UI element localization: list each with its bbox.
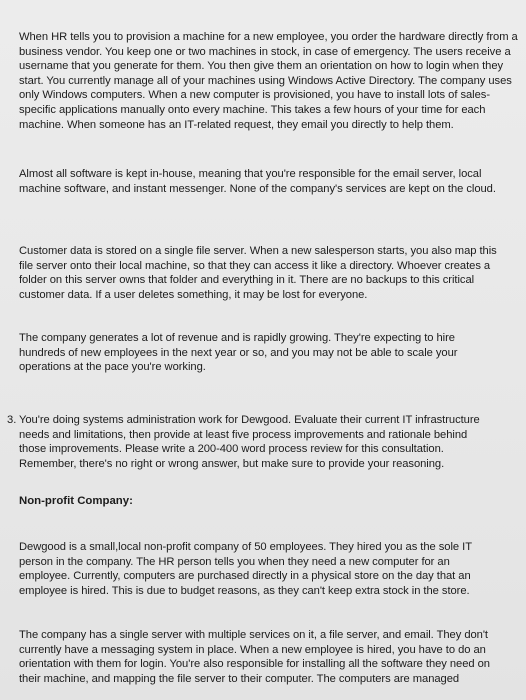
scenario-paragraph-growth: The company generates a lot of revenue and is rapidly growing. They're expecting to hire hundreds of new employees in the next year or so, and you may not be able to scale your operations at the pace you're working. [19, 332, 458, 374]
question-number: 3. [7, 414, 17, 426]
section-heading-nonprofit: Non-profit Company: [19, 495, 133, 507]
scenario-paragraph-customer-data: Customer data is stored on a single file server. When a new salesperson starts, you also map this file server onto their local machine, so that they can access it like a directory. Whoever creates a folder on this server owns that folder and everything in it. There are no backups to this critical customer data. If a user deletes something, it may be lost for everyone. [19, 245, 497, 301]
scenario-paragraph-provisioning: When HR tells you to provision a machine for a new employee, you order the hardware directly from a business vendor. You keep one or two machines in stock, in case of emergency. The users receive a username that you generate for them. You then give them an orientation on how to login when they start. You currently manage all of your machines using Windows Active Directory. The company uses only Windows computers. When a new computer is provisioned, you have to install lots of sales-specific applications manually onto every machine. This takes a few hours of your time for each machine. When someone has an IT-related request, they email you directly to help them. [19, 31, 518, 131]
scenario-paragraph-software: Almost all software is kept in-house, meaning that you're responsible for the email server, local machine software, and instant messenger. None of the company's services are kept on the cloud. [19, 168, 496, 195]
question-text: You're doing systems administration work for Dewgood. Evaluate their current IT infrastructure needs and limitations, then provide at least five process improvements and rationale behind those improvements. Please write a 200-400 word process review for this consultation. Remember, there's no right or wrong answer, but make sure to provide your reasoning. [19, 414, 480, 470]
nonprofit-paragraph-intro: Dewgood is a small,local non-profit company of 50 employees. They hired you as the sole IT person in the company. The HR person tells you when they need a new computer for an employee. Currently, computers are purchased directly in a physical store on the day that an employee is hired. This is due to budget reasons, as they can't keep extra stock in the store. [19, 541, 472, 597]
nonprofit-paragraph-server: The company has a single server with multiple services on it, a file server, and email. They don't currently have a messaging system in place. When a new employee is hired, you have to do an orientation with them for login. You're also responsible for installing all the software they need on their machine, and mapping the file server to their computer. The computers are managed [19, 629, 490, 685]
